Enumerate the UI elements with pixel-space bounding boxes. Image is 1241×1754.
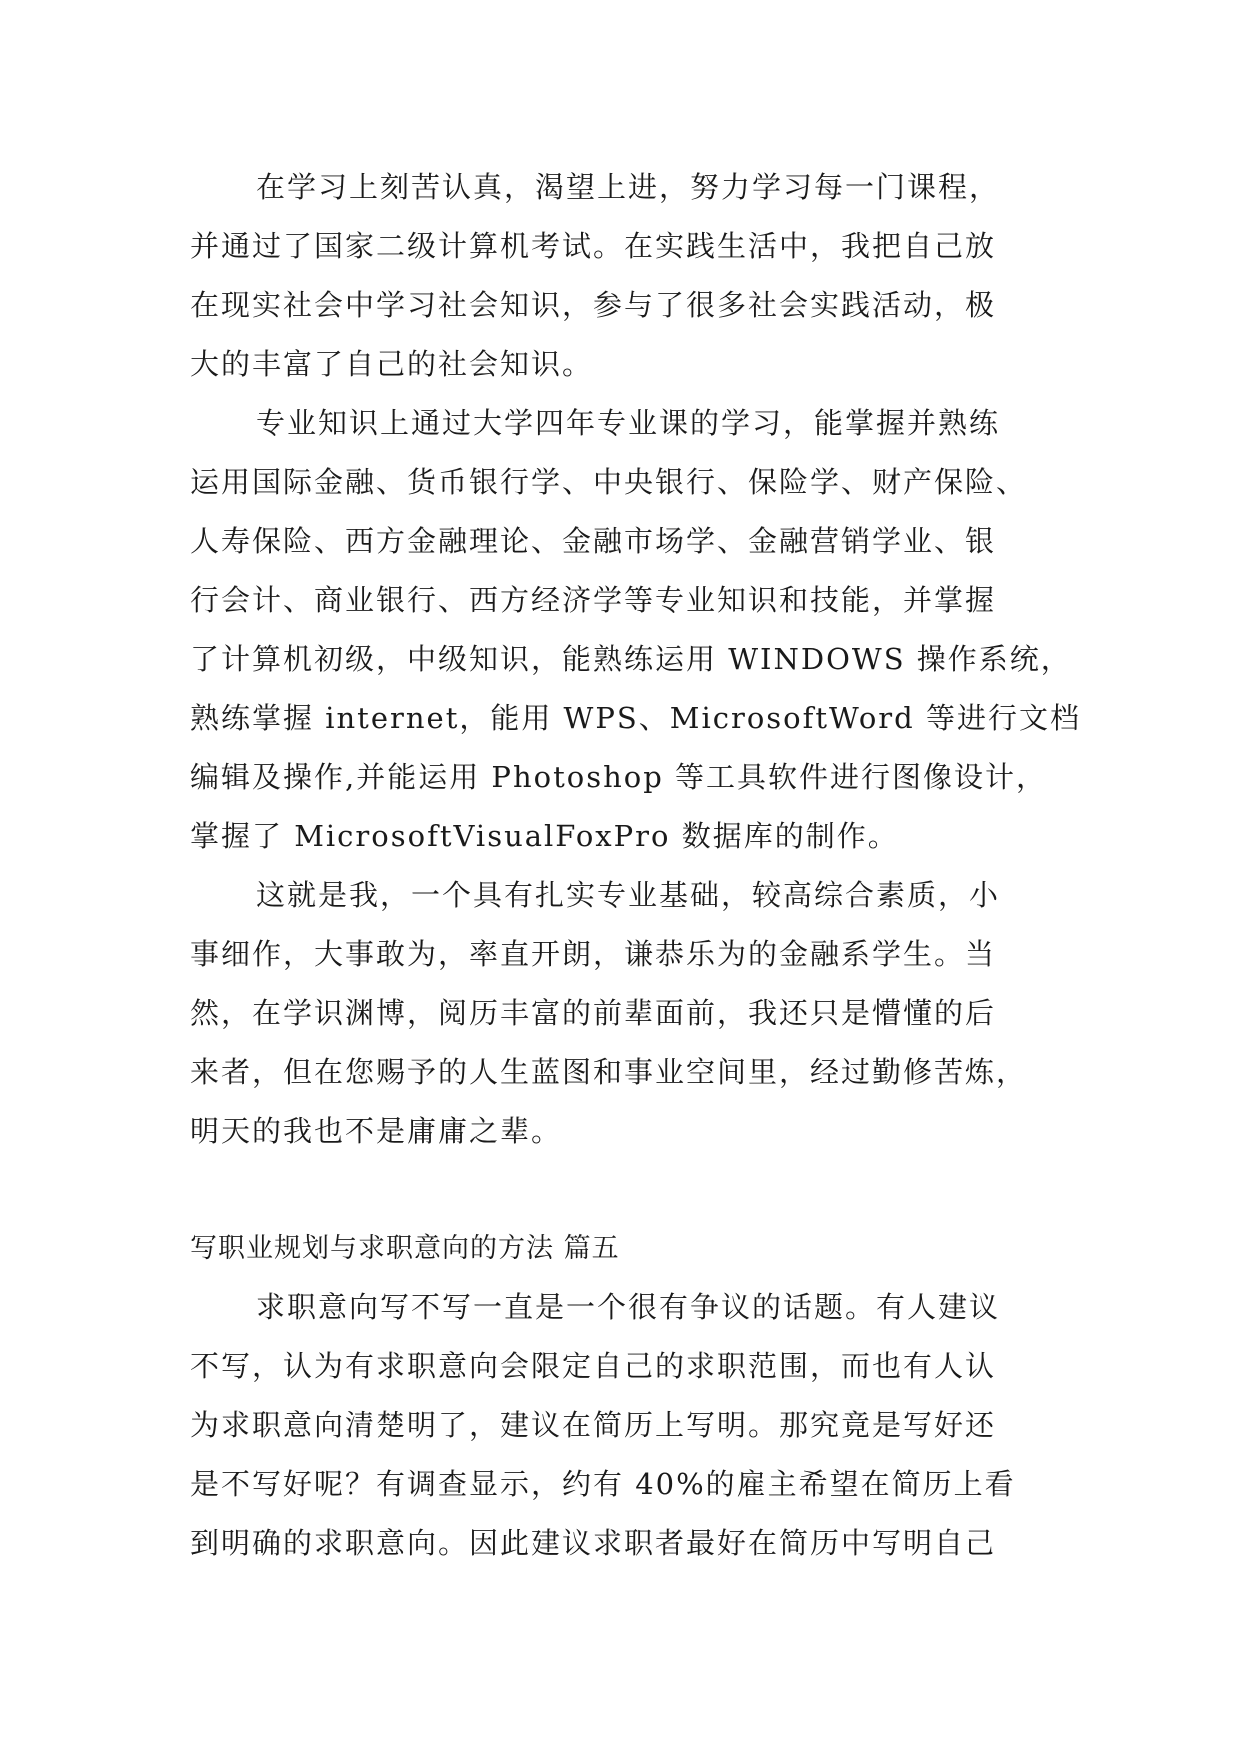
paragraph-self-summary [190,866,1052,1161]
text-line: 然，在学识渊博，阅历丰富的前辈面前，我还只是懵懂的后 [190,996,997,1030]
text-line: 掌握了 MicrosoftVisualFoxPro 数据库的制作。 [190,819,899,853]
paragraph-professional-knowledge [190,394,1081,866]
text-line: 专业知识上通过大学四年专业课的学习，能掌握并熟练 [256,406,1001,440]
text-line: 明天的我也不是庸庸之辈。 [190,1114,563,1148]
document-body [190,158,1081,1573]
text-line: 编辑及操作,并能运用 Photoshop 等工具软件进行图像设计， [190,760,1048,794]
paragraph-job-intention [190,1278,1052,1573]
text-line: 到明确的求职意向。因此建议求职者最好在简历中写明自己 [190,1526,997,1560]
text-line: 这就是我，一个具有扎实专业基础，较高综合素质，小 [256,878,1001,912]
text-line: 并通过了国家二级计算机考试。在实践生活中，我把自己放 [190,229,997,263]
text-line: 为求职意向清楚明了，建议在简历上写明。那究竟是写好还 [190,1408,997,1442]
text-line: 人寿保险、西方金融理论、金融市场学、金融营销学业、银 [190,524,997,558]
text-line: 求职意向写不写一直是一个很有争议的话题。有人建议 [256,1290,1001,1324]
text-line: 不写，认为有求职意向会限定自己的求职范围，而也有人认 [190,1349,997,1383]
text-line: 在现实社会中学习社会知识，参与了很多社会实践活动，极 [190,288,997,322]
text-line: 是不写好呢？有调查显示，约有 40%的雇主希望在简历上看 [190,1467,1016,1501]
text-line: 行会计、商业银行、西方经济学等专业知识和技能，并掌握 [190,583,997,617]
text-line: 了计算机初级，中级知识，能熟练运用 WINDOWS 操作系统， [190,642,1072,676]
text-line: 来者，但在您赐予的人生蓝图和事业空间里，经过勤修苦炼， [190,1055,1028,1089]
text-line: 运用国际金融、货币银行学、中央银行、保险学、财产保险、 [190,465,1028,499]
text-line: 大的丰富了自己的社会知识。 [190,347,594,381]
section-heading: 写职业规划与求职意向的方法 篇五 [190,1233,620,1264]
paragraph-study [190,158,1052,394]
text-line: 熟练掌握 internet，能用 WPS、MicrosoftWord 等进行文档 [190,701,1081,735]
text-line: 事细作，大事敢为，率直开朗，谦恭乐为的金融系学生。当 [190,937,997,971]
text-line: 在学习上刻苦认真，渴望上进，努力学习每一门课程， [256,170,1001,204]
